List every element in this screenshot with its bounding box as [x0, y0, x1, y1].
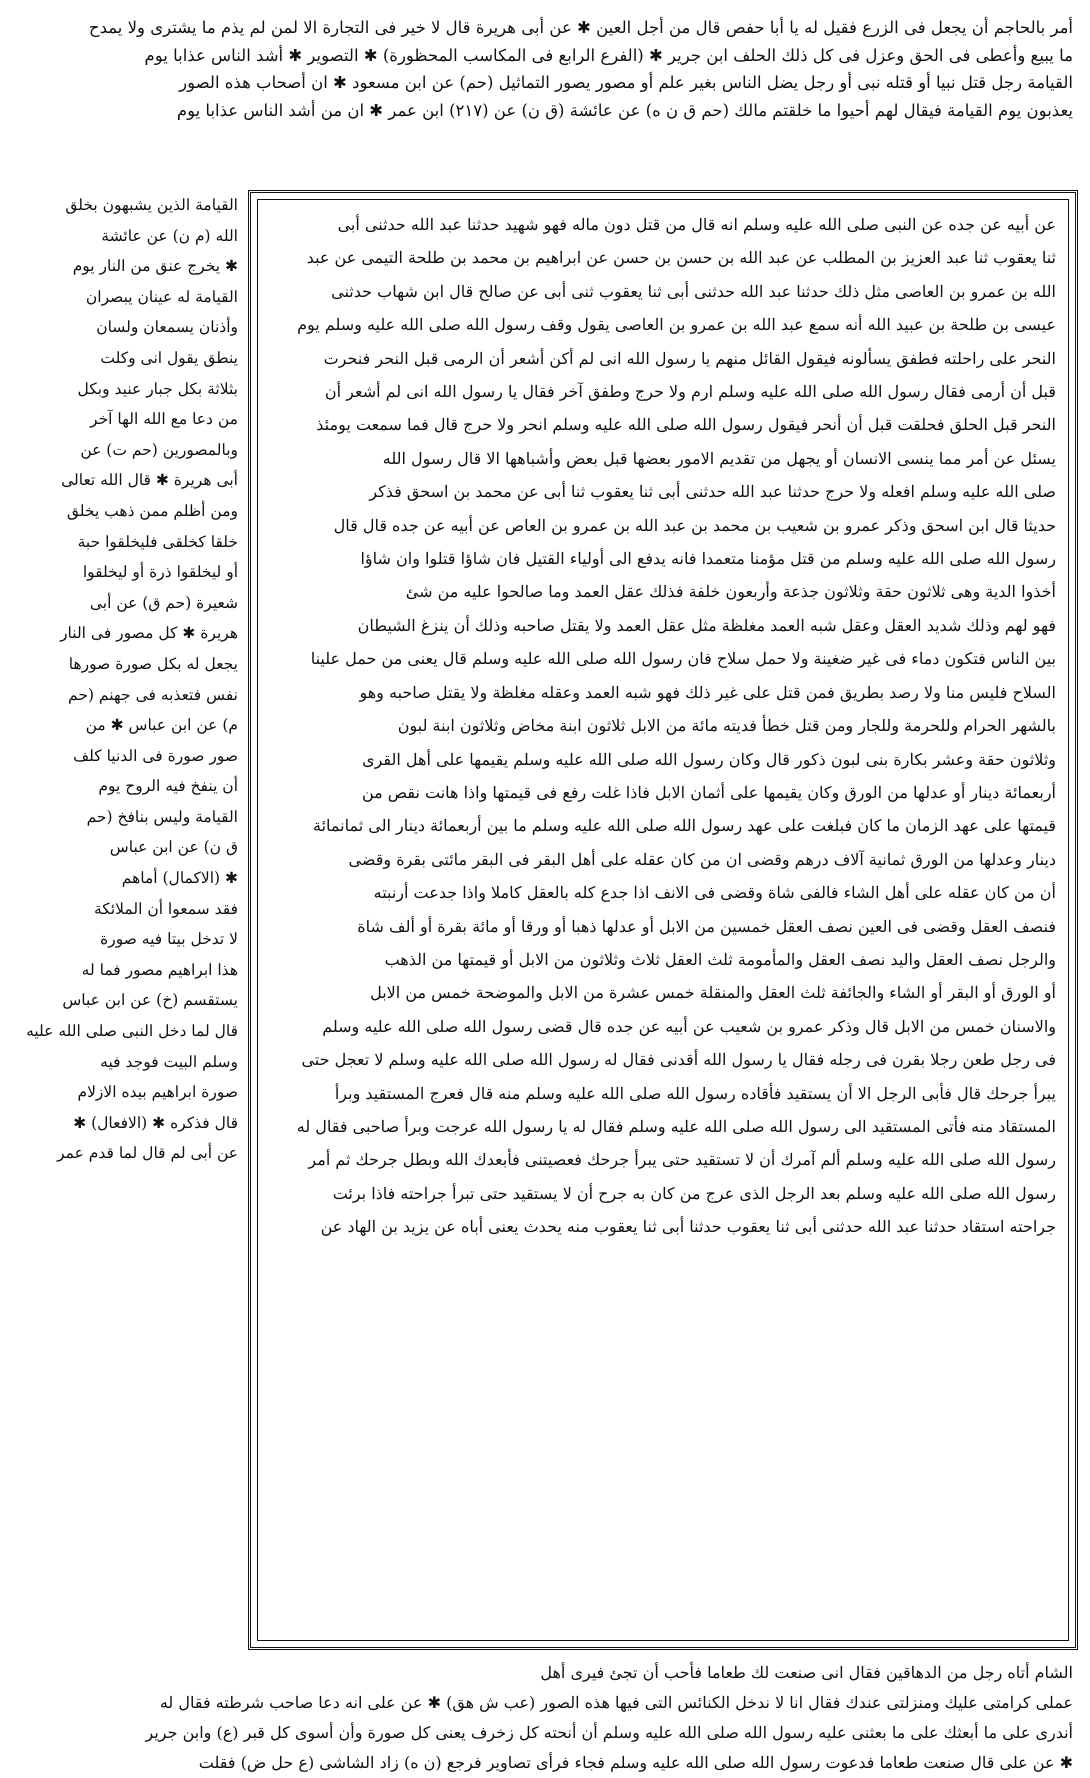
main-line: يبرأ جرحك قال فأبى الرجل الا أن يستقيد فأقاده رسول الله صلى الله عليه وسلم منه قال فعرج المستقيد وبرأ: [334, 1083, 1056, 1103]
bottom-line: الشام أتاه رجل من الدهاقين فقال انى صنعت لك طعاما فأحب أن تجئ فيرى أهل: [540, 1663, 1073, 1682]
side-line: القيامة الذين يشبهون بخلق: [65, 196, 238, 214]
side-line: فقد سمعوا أن الملائكة: [93, 899, 238, 918]
side-line: خلقا كخلقى فليخلقوا حبة: [77, 532, 238, 551]
bottom-line: ✱ عن على قال صنعت طعاما فدعوت رسول الله صلى الله عليه وسلم فجاء فرأى تصاوير فرجع (ن ه) زاد الشاشى (ع حل ض) فقلت: [198, 1753, 1073, 1772]
main-text-body: [257, 199, 1069, 1641]
main-line: بين الناس فتكون دماء فى غير ضغينة ولا حمل سلاح فان رسول الله صلى الله عليه وسلم قال يعنى من حمل علينا: [310, 649, 1056, 669]
side-line: عن أبى لم قال لما قدم عمر: [57, 1144, 238, 1163]
side-line: نفس فتعذبه فى جهنم (حم: [68, 685, 238, 704]
main-line: فهو لهم وذلك شديد العقل وعقل شبه العمد مغلظة مثل عقل العمد ولا يقتل صاحبه وذلك أن ينزغ الشيطان: [357, 615, 1056, 635]
side-line: ينطق يقول انى وكلت: [100, 348, 238, 367]
bottom-line: أندرى على ما أبعثك على ما بعثنى عليه رسول الله صلى الله عليه وسلم أن أنحته كل زخرف يعنى كل صورة وأن أسوى كل قبر (ع) وابن جرير: [145, 1723, 1073, 1742]
side-line: صور صورة فى الدنيا كلف: [73, 746, 238, 765]
side-line: أبى هريرة ✱ قال الله تعالى: [61, 471, 238, 490]
main-line: رسول الله صلى الله عليه وسلم من قتل مؤمنا متعمدا فانه يدفع الى أولياء القتيل فان شاؤا قتلوا وان شاؤا: [360, 549, 1056, 569]
side-line: القيامة له عينان يبصران: [85, 287, 238, 306]
side-line: لا تدخل بيتا فيه صورة: [100, 930, 238, 949]
main-line: أن من كان عقله على أهل الشاء فالفى شاة وقضى فى الانف اذا جدع كله بالعقل كاملا واذا جدعت أرنبته: [373, 883, 1056, 903]
main-line: رسول الله صلى الله عليه وسلم ألم آمرك أن لا تستقيد حتى يبرأ جرحك فعصيتنى فأبعدك الله وبطل جرحك ثم أمر: [308, 1150, 1056, 1170]
top-line: يعذبون يوم القيامة فيقال لهم أحيوا ما خلقتم مالك (حم ق ن ه) عن عائشة (ق ن) عن (٢١٧) ابن عمر ✱ ان من أشد الناس عذابا يوم: [176, 100, 1073, 120]
main-line: أربعمائة دينار أو عدلها من الورق وكان يقيمها على أثمان الابل فاذا غلت رفع فى قيمتها واذا هانت نقص من: [361, 782, 1056, 802]
main-line: عيسى بن طلحة بن عبيد الله أنه سمع عبد الله بن عمرو بن العاصى يقول وقف رسول الله صلى الله عليه وسلم يوم: [297, 315, 1056, 335]
side-line: ومن أظلم ممن ذهب يخلق: [66, 501, 238, 520]
side-line: ق ن) عن ابن عباس: [109, 838, 238, 857]
bottom-margin-text: [18, 1658, 1073, 1778]
main-line: جراحته استقاد حدثنا عبد الله حدثنى أبى ثنا يعقوب حدثنا أبى ثنا يعقوب منه يحدث يعنى أباه عن يزيد بن الهاد عن: [320, 1217, 1056, 1237]
side-line: وبالمصورين (حم ت) عن: [80, 440, 238, 459]
main-line: عن أبيه عن جده عن النبى صلى الله عليه وسلم انه قال من قتل دون ماله فهو شهيد حدثنا عبد الله حدثنى أبى: [337, 215, 1056, 234]
main-line: النحر قبل الحلق فحلقت قبل أن أنحر فيقول رسول الله صلى الله عليه وسلم انحر ولا حرج قال فما سمعت يومئذ: [316, 415, 1056, 435]
side-line: م) عن ابن عباس ✱ من: [85, 716, 238, 735]
top-line: ما يبيع وأعطى فى الحق وعزل فى كل ذلك الحلف ابن جرير ✱ (الفرع الرابع فى المكاسب المحظورة) ✱ التصوير ✱ أشد الناس عذابا يوم: [144, 45, 1073, 65]
main-line: بالشهر الحرام وللحرمة وللجار ومن قتل خطأ فديته مائة من الابل ثلاثون ابنة مخاض وثلاثون ابنة لبون: [397, 716, 1056, 736]
main-line: رسول الله صلى الله عليه وسلم بعد الرجل الذى عرج من كان به جرح أن لا يستقيد حتى تبرأ جراحته فاذا برئت: [332, 1183, 1056, 1203]
side-line: هذا ابراهيم مصور فما له: [81, 960, 238, 979]
main-line: فنصف العقل وقضى فى العين نصف العقل خمسين من الابل أو عدلها ذهبا أو ورقا أو مائة بقرة أو ألف شاة: [357, 916, 1056, 936]
top-line: القيامة رجل قتل نبيا أو قتله نبى أو رجل يضل الناس بغير علم أو مصور يصور التماثيل (حم) عن ابن مسعود ✱ ان أصحاب هذه الصور: [179, 73, 1073, 92]
side-line: ✱ يخرج عنق من النار يوم: [72, 257, 238, 276]
top-margin-text: [18, 14, 1073, 124]
side-line: بثلاثة بكل جبار عنيد وبكل: [77, 379, 238, 398]
side-line: يجعل له بكل صورة صورها: [68, 654, 238, 673]
side-line: من دعا مع الله الها آخر: [90, 410, 238, 429]
side-line: وسلم البيت فوجد فيه: [100, 1052, 238, 1071]
side-line: وأذنان يسمعان ولسان: [96, 318, 238, 337]
side-line: أو ليخلقوا ذرة أو ليخلقوا: [82, 563, 238, 582]
main-line: أخذوا الدية وهى ثلاثون حقة وثلاثون جذعة وأربعون خلفة فذلك عقل العمد وما صالحوا عليه من شئ: [405, 582, 1056, 602]
side-line: أن ينفخ فيه الروح يوم: [98, 777, 238, 796]
side-line: قال لما دخل النبى صلى الله عليه: [26, 1022, 238, 1041]
side-line: صورة ابراهيم بيده الازلام: [77, 1083, 238, 1102]
main-line: السلاح فليس منا ولا رصد بطريق فمن قتل على غير ذلك فهو شبه العمد وعقله مغلظة ولا يقتل صاحبه وهو: [359, 682, 1056, 702]
bottom-line: عملى كرامتى عليك ومنزلتى عندك فقال انا لا ندخل الكنائس التى فيها هذه الصور (عب ش هق) ✱ عن على انه دعا صاحب شرطته فقال له: [159, 1693, 1073, 1712]
side-line: ✱ (الاكمال) أماهم: [121, 869, 238, 888]
main-line: والرجل نصف العقل واليد نصف العقل والمأمومة ثلث العقل ثلاث وثلاثون من الابل أو قيمتها من الذهب: [384, 949, 1056, 969]
side-line: القيامة وليس بنافخ (حم: [86, 807, 238, 826]
side-line: شعيرة (حم ق) عن أبى: [89, 593, 238, 612]
main-line: الله بن عمرو بن العاصى مثل ذلك حدثنا عبد الله حدثنى أبى ثنا يعقوب ثنى أبى عن صالح قال ابن شهاب حدثنى: [331, 281, 1056, 301]
main-line: المستقاد منه فأتى المستقيد الى رسول الله صلى الله عليه وسلم فقال له يا رسول الله عرجت وبرأ صاحبى فقال له: [296, 1116, 1056, 1136]
main-line: صلى الله عليه وسلم افعله ولا حرج حدثنا عبد الله حدثنى أبى ثنا يعقوب ثنا أبى عن محمد بن اسحق فذكر: [369, 482, 1056, 502]
top-line: أمر بالحاجم أن يجعل فى الزرع فقيل له يا أبا حفص قال من أجل العين ✱ عن أبى هريرة قال لا خير فى التجارة الا لمن لم يذم ما يشترى ولا يمدح: [88, 18, 1073, 37]
main-line: فى رجل طعن رجلا بقرن فى رجله فقال يا رسول الله أقدنى فقال له رسول الله صلى الله عليه وسلم لا تعجل حتى: [301, 1050, 1056, 1070]
main-line: يسئل عن أمر مما ينسى الانسان أو يجهل من تقديم الامور بعضها قبل بعض وأشباهها الا قال رسول الله: [382, 448, 1056, 468]
main-line: وثلاثون حقة وعشر بكارة بنى لبون ذكور قال وكان رسول الله صلى الله عليه وسلم يقيمها على أهل القرى: [362, 749, 1056, 769]
side-line: يستقسم (خ) عن ابن عباس: [62, 991, 238, 1010]
side-margin-text: [20, 190, 238, 1652]
main-line: ثنا يعقوب ثنا عبد العزيز بن المطلب عن عبد الله بن حسن بن حسن عن ابراهيم بن محمد بن طلحة التيمى عن عبد: [306, 248, 1056, 268]
main-line: قيمتها على عهد الزمان ما كان فبلغت على عهد رسول الله صلى الله عليه وسلم ما بين أربعمائة دينار الى ثمانمائة: [313, 816, 1056, 836]
main-line: أو الورق أو البقر أو الشاء والجائفة ثلث العقل والمنقلة خمس عشرة من الابل والموضحة خمس من الابل: [370, 983, 1056, 1003]
side-line: قال فذكره ✱ (الافعال) ✱: [73, 1113, 238, 1132]
main-line: حديثا قال ابن اسحق وذكر عمرو بن شعيب بن محمد بن عبد الله بن عمرو بن العاص عن أبيه عن جده قال قال: [333, 515, 1056, 535]
main-text-frame: [248, 190, 1078, 1650]
main-line: والاسنان خمس من الابل قال وذكر عمرو بن شعيب عن أبيه عن جده قال قضى رسول الله صلى الله عليه وسلم: [322, 1016, 1056, 1036]
main-line: دينار وعدلها من الورق ثمانية آلاف درهم وقضى ان من كان عقله على أهل البقر فى البقر مائتى بقرة وقضى: [348, 849, 1056, 869]
side-line: الله (م ن) عن عائشة: [101, 226, 238, 245]
side-line: هريرة ✱ كل مصور فى النار: [60, 624, 238, 643]
main-line: النحر على راحلته فطفق يسألونه فيقول القائل منهم يا رسول الله انى لم أكن أشعر أن الرمى قبل النحر فنحرت: [323, 348, 1056, 368]
main-line: قبل أن أرمى فقال رسول الله صلى الله عليه وسلم ارم ولا حرج وطفق آخر فقال يا رسول الله انى لم أشعر أن: [324, 382, 1056, 402]
